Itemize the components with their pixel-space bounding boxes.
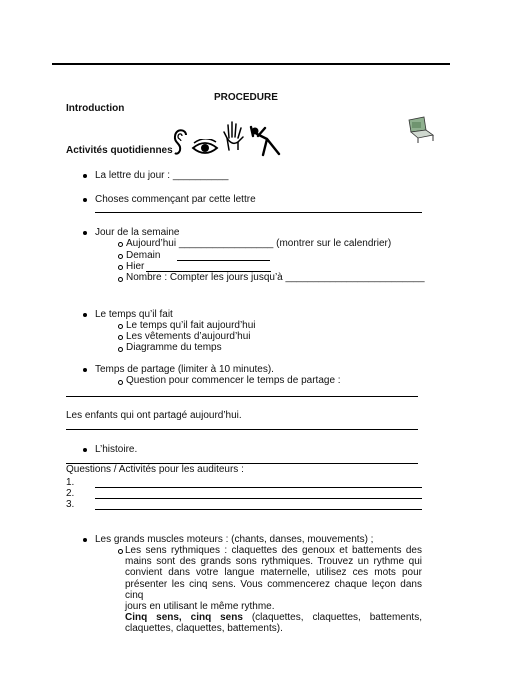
ear-icon [172, 127, 190, 157]
temps-sub-b: Les vêtements d’aujourd’hui [126, 331, 251, 342]
aujourdhui-item: Aujourd’hui _________________ (montrer sur le calendrier) [126, 238, 392, 249]
bullet [83, 368, 87, 372]
sens-line: présenter les cinq sens. Vous commencerez chaque leçon dans cinq [125, 578, 422, 601]
bullet [83, 313, 87, 317]
sens-paragraph [125, 545, 422, 635]
bullet [83, 231, 87, 235]
desk-chair-icon [406, 116, 436, 144]
enfants-text: Les enfants qui ont partagé aujourd’hui. [66, 410, 242, 421]
sub-bullet [118, 380, 123, 385]
sens-line: Les sens rythmiques : claquettes des genoux et battements des [125, 545, 422, 556]
sub-bullet [118, 277, 123, 282]
sens-line: jours en utilisant le même rythme. [125, 601, 275, 613]
activites-heading: Activités quotidiennes [66, 145, 173, 156]
bullet [83, 198, 87, 202]
cinq-sens-line [125, 612, 422, 623]
question-number-2: 2. [66, 488, 75, 499]
temps-sub-a: Le temps qu’il fait aujourd’hui [126, 320, 256, 331]
choses-item: Choses commençant par cette lettre [95, 194, 256, 205]
introduction-heading: Introduction [66, 103, 125, 114]
nombre-item: Nombre : Compter les jours jusqu’à _________________________ [126, 272, 425, 283]
answer-line [95, 212, 422, 213]
sub-bullet [118, 335, 123, 340]
sub-bullet [118, 254, 123, 259]
eye-icon [191, 139, 219, 157]
bullet [83, 448, 87, 452]
sens-line: mains sont des grands sons rythmiques. Trouvez un rythme qui [125, 556, 422, 568]
stretching-figure-icon [249, 125, 283, 157]
temps-item: Le temps qu’il fait [95, 309, 173, 320]
cinq-sens-bold: Cinq sens, cinq sens [125, 612, 243, 624]
cinq-sens-last: claquettes, claquettes, battements). [125, 623, 283, 635]
demain-line [177, 260, 270, 261]
muscles-item: Les grands muscles moteurs : (chants, danses, mouvements) ; [95, 534, 374, 545]
hand-icon [222, 120, 246, 152]
partage-question: Question pour commencer le temps de partage : [126, 375, 341, 386]
sub-bullet [118, 347, 123, 352]
cinq-sens-rest: (claquettes, claquettes, battements, [242, 612, 422, 624]
question-line-2 [95, 498, 422, 499]
lettre-du-jour: La lettre du jour : __________ [95, 170, 229, 181]
sub-bullet [118, 324, 123, 329]
bullet [83, 538, 87, 542]
sub-bullet [118, 265, 123, 270]
partage-item: Temps de partage (limiter à 10 minutes). [95, 364, 274, 375]
question-number-3: 3. [66, 499, 75, 510]
question-number-1: 1. [66, 477, 75, 488]
temps-sub-c: Diagramme du temps [126, 342, 222, 353]
answer-line [66, 429, 418, 430]
question-line-1 [95, 487, 422, 488]
answer-line [66, 396, 418, 397]
sub-bullet [118, 242, 123, 247]
histoire-item: L’histoire. [95, 444, 138, 455]
sens-line: convient dans votre langue maternelle, utilisez ces mots pour [125, 567, 422, 579]
jour-item: Jour de la semaine [95, 227, 180, 238]
sub-bullet [118, 549, 123, 554]
header-rule [52, 63, 450, 65]
question-line-3 [95, 509, 422, 510]
questions-heading: Questions / Activités pour les auditeurs : [66, 464, 244, 475]
hier-item: Hier [126, 261, 145, 272]
demain-item: Demain [126, 250, 161, 261]
page-title: PROCEDURE [214, 92, 278, 103]
bullet [83, 174, 87, 178]
